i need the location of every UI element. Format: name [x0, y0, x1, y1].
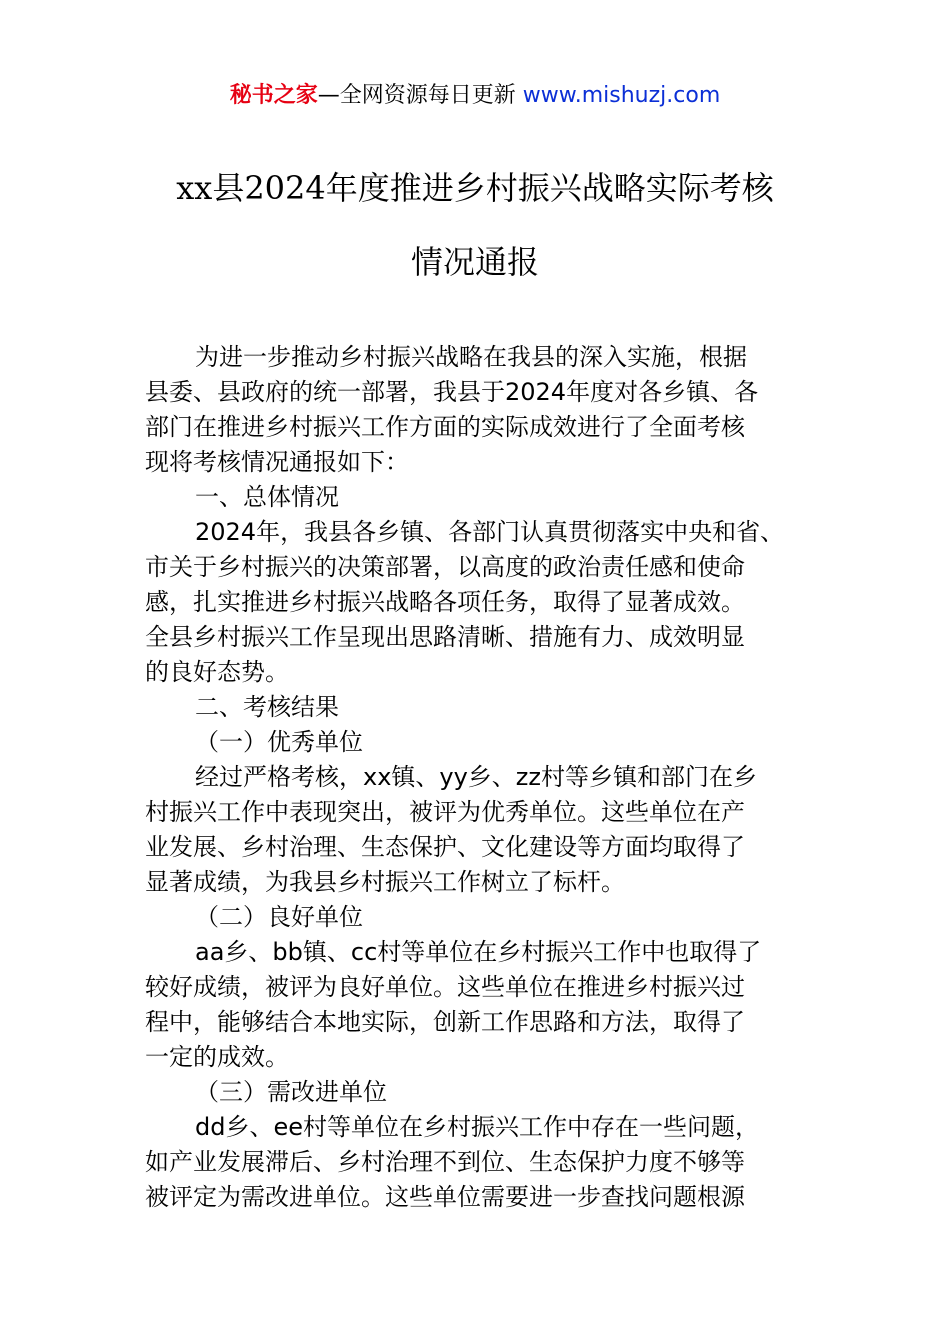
- paragraph-overview-line: 2024年，我县各乡镇、各部门认真贯彻落实中央和省、: [195, 518, 785, 546]
- paragraph-improvement-line: 被评定为需改进单位。这些单位需要进一步查找问题根源: [145, 1183, 745, 1211]
- paragraph-improvement-line: 如产业发展滞后、乡村治理不到位、生态保护力度不够等: [145, 1148, 745, 1176]
- document-body: [145, 340, 810, 1215]
- paragraph-excellent-line: 业发展、乡村治理、生态保护、文化建设等方面均取得了: [145, 833, 745, 861]
- paragraph-good-line: 较好成绩，被评为良好单位。这些单位在推进乡村振兴过: [145, 973, 745, 1001]
- paragraph-overview-line: 市关于乡村振兴的决策部署，以高度的政治责任感和使命: [145, 553, 745, 581]
- brand-name: 秘书之家: [229, 83, 318, 108]
- paragraph-overview-line: 全县乡村振兴工作呈现出思路清晰、措施有力、成效明显: [145, 623, 745, 651]
- section-heading-results: 二、考核结果: [195, 693, 339, 721]
- subheading-good: （二）良好单位: [195, 903, 363, 931]
- paragraph-excellent-line: 村振兴工作中表现突出，被评为优秀单位。这些单位在产: [145, 798, 745, 826]
- paragraph-excellent-line: 显著成绩，为我县乡村振兴工作树立了标杆。: [145, 868, 625, 896]
- paragraph-good-line: 程中，能够结合本地实际，创新工作思路和方法，取得了: [145, 1008, 745, 1036]
- paragraph-overview-line: 的良好态势。: [145, 658, 289, 686]
- paragraph-excellent-line: 经过严格考核，xx镇、yy乡、zz村等乡镇和部门在乡: [195, 763, 758, 791]
- site-url-link[interactable]: www.mishuzj.com: [522, 83, 721, 108]
- paragraph-intro-line: 部门在推进乡村振兴工作方面的实际成效进行了全面考核: [145, 413, 745, 441]
- document-title: [0, 169, 950, 320]
- paragraph-intro-line: 县委、县政府的统一部署，我县于2024年度对各乡镇、各: [145, 378, 759, 406]
- paragraph-intro-line: 为进一步推动乡村振兴战略在我县的深入实施，根据: [195, 343, 747, 371]
- header-slogan: —全网资源每日更新: [317, 83, 516, 108]
- subheading-needs-improvement: （三）需改进单位: [195, 1078, 387, 1106]
- section-heading-overview: 一、总体情况: [195, 483, 339, 511]
- paragraph-improvement-line: dd乡、ee村等单位在乡村振兴工作中存在一些问题，: [195, 1113, 759, 1141]
- site-header: [0, 80, 950, 112]
- paragraph-intro-line: 现将考核情况通报如下：: [145, 448, 409, 476]
- title-line-1: xx县2024年度推进乡村振兴战略实际考核: [176, 169, 774, 207]
- paragraph-good-line: aa乡、bb镇、cc村等单位在乡村振兴工作中也取得了: [195, 938, 762, 966]
- paragraph-overview-line: 感，扎实推进乡村振兴战略各项任务，取得了显著成效。: [145, 588, 745, 616]
- subheading-excellent: （一）优秀单位: [195, 728, 363, 756]
- paragraph-good-line: 一定的成效。: [145, 1043, 289, 1071]
- title-line-2: 情况通报: [410, 243, 539, 281]
